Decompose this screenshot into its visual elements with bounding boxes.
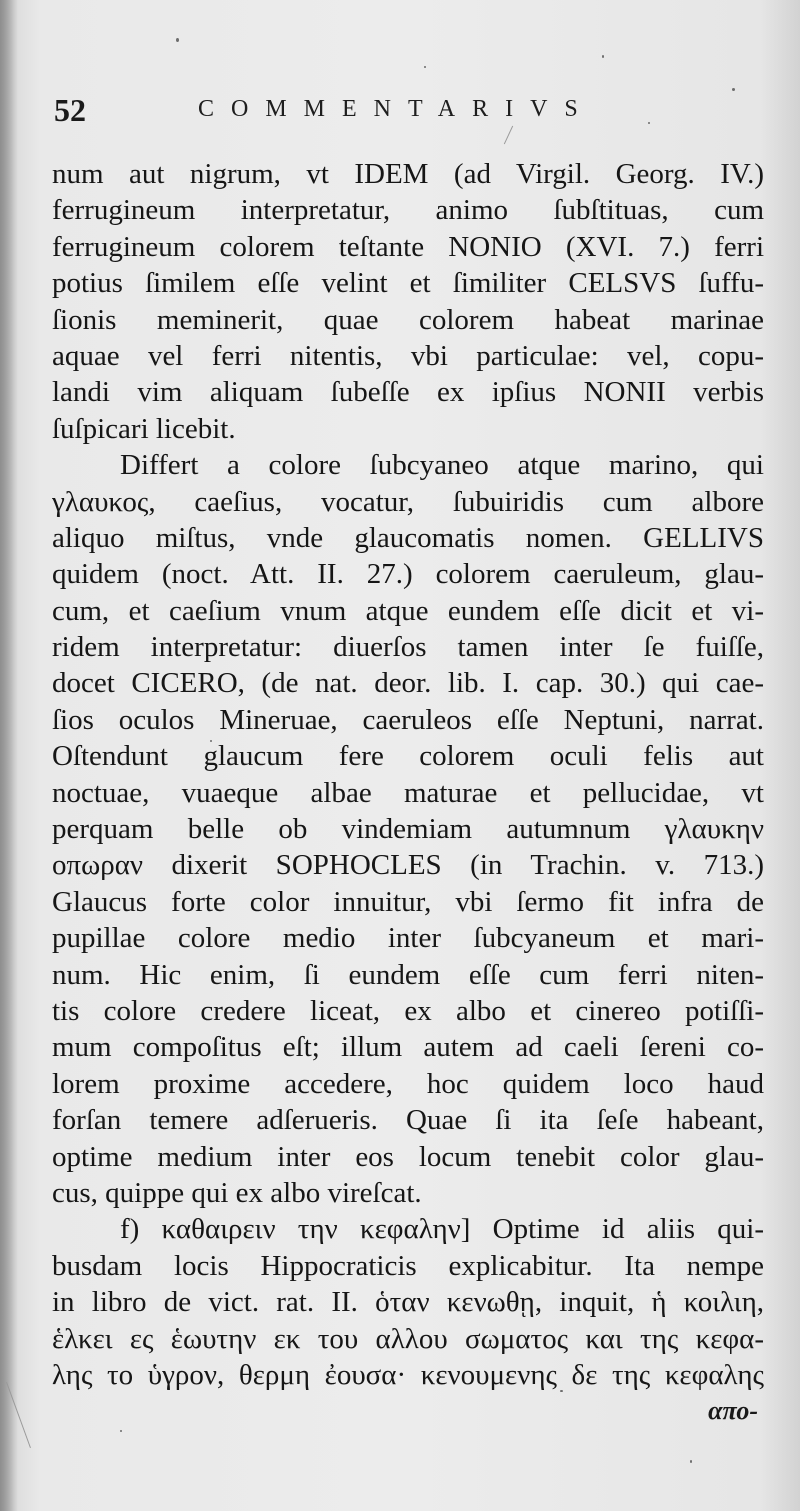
text-line: ἑλκει ες ἑωυτην εκ του αλλου σωματος και της κεφα- [52, 1322, 764, 1355]
catchword-row [52, 1393, 764, 1429]
text-line: in libro de vict. rat. II. ὁταν κενωθῃ, inquit, ἡ κοιλιη, [52, 1286, 764, 1319]
body-text [52, 156, 764, 1429]
text-line: ferrugineum colorem teſtante NONIO (XVI. 7.) ferri [52, 230, 764, 263]
binding-shadow [0, 0, 18, 1511]
text-line: γλαυκος, caeſius, vocatur, ſubuiridis cum albore [52, 485, 764, 518]
running-head: COMMENTARIVS [198, 96, 595, 122]
text-line: lorem proxime accedere, hoc quidem loco haud [52, 1067, 764, 1100]
text-line: ſuſpicari licebit. [52, 412, 236, 445]
text-line: noctuae, vuaeque albae maturae et pellucidae, vt [52, 776, 764, 809]
catchword: απο- [708, 1396, 758, 1426]
page-header [46, 92, 766, 132]
text-line: cum, et caeſium vnum atque eundem eſſe dicit et vi- [52, 594, 764, 627]
text-line: quidem (noct. Att. II. 27.) colorem caeruleum, glau- [52, 558, 764, 591]
text-line: num aut nigrum, vt IDEM (ad Virgil. Georg. IV.) [52, 158, 764, 190]
text-line: potius ſimilem eſſe velint et ſimiliter CELSVS ſuffu- [52, 267, 764, 300]
text-line: ridem interpretatur: diuerſos tamen inter ſe fuiſſe, [52, 631, 764, 664]
text-line: num. Hic enim, ſi eundem eſſe cum ferri niten- [52, 958, 764, 991]
text-line: tis colore credere liceat, ex albo et cinereo potiſſi- [52, 994, 764, 1027]
text-line: busdam locis Hippocraticis explicabitur. Ita nempe [52, 1249, 764, 1282]
text-line: λης το ὑγρον, θερμη ἐουσα· κενουμενης δε της κεφαλης [52, 1358, 764, 1391]
text-line: mum compoſitus eſt; illum autem ad caeli ſereni co- [52, 1031, 764, 1064]
text-line: οπωραν dixerit SOPHOCLES (in Trachin. v. 713.) [52, 849, 764, 882]
text-line: Oſtendunt glaucum fere colorem oculi felis aut [52, 740, 764, 773]
text-line: aliquo miſtus, vnde glaucomatis nomen. GELLIVS [52, 521, 764, 554]
text-line: docet CICERO, (de nat. deor. lib. I. cap. 30.) qui cae- [52, 667, 764, 700]
text-line: f) καθαιρειν την κεφαλην] Optime id aliis qui- [120, 1213, 764, 1246]
text-line: ferrugineum interpretatur, animo ſubſtituas, cum [52, 194, 764, 227]
text-line: pupillae colore medio inter ſubcyaneum et mari- [52, 922, 764, 955]
text-line: landi vim aliquam ſubeſſe ex ipſius NONII verbis [52, 376, 764, 409]
text-line: cus, quippe qui ex albo vireſcat. [52, 1176, 422, 1209]
text-line: Differt a colore ſubcyaneo atque marino, qui [120, 449, 764, 482]
text-line: Glaucus forte color innuitur, vbi ſermo fit infra de [52, 885, 764, 918]
text-line: ſios oculos Mineruae, caeruleos eſſe Neptuni, narrat. [52, 703, 764, 736]
text-line: forſan temere adſerueris. Quae ſi ita ſeſe habeant, [52, 1104, 764, 1137]
text-line: optime medium inter eos locum tenebit color glau- [52, 1140, 764, 1173]
text-line: ſionis meminerit, quae colorem habeat marinae [52, 303, 764, 336]
page-number: 52 [54, 92, 86, 128]
text-line: perquam belle ob vindemiam autumnum γλαυκην [52, 813, 764, 846]
text-line: aquae vel ferri nitentis, vbi particulae: vel, copu- [52, 339, 764, 372]
